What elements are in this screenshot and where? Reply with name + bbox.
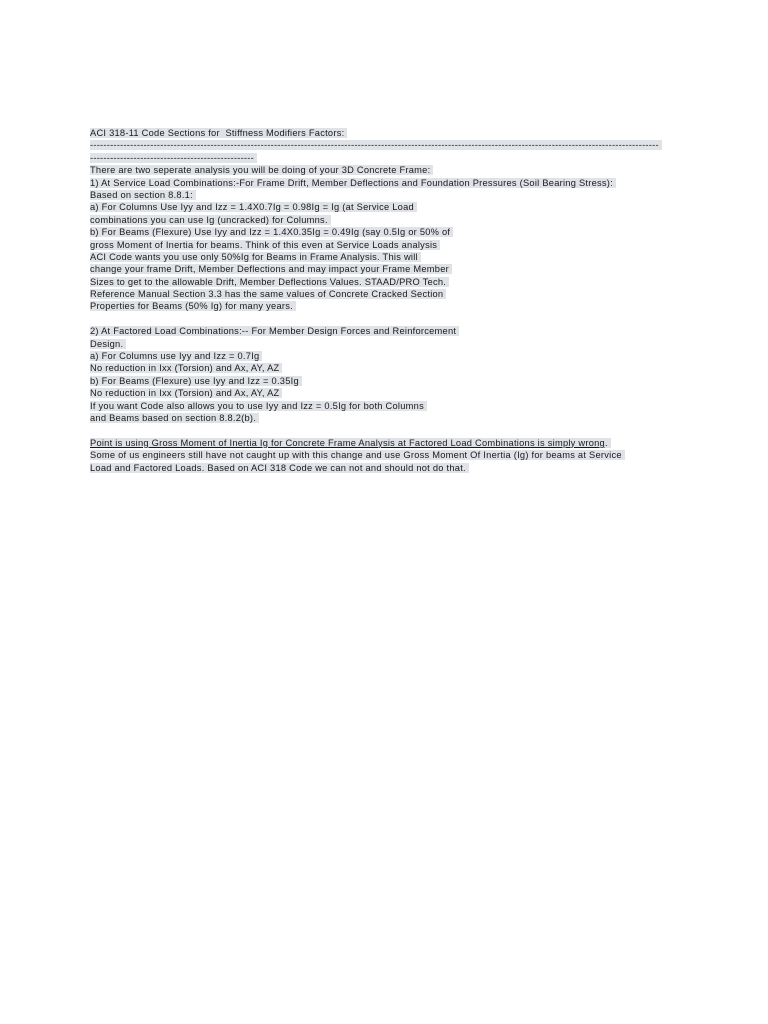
- text-line: [90, 338, 690, 350]
- text-run: No reduction in Ixx (Torsion) and Ax, AY, AZ: [90, 388, 282, 398]
- underlined-text: Point is using Gross Moment of Inertia Ig for Concrete Frame Analysis at Factored Load Combinations is simply wrong: [90, 437, 605, 448]
- text-run: Properties for Beams (50% Ig) for many years.: [90, 301, 296, 311]
- text-line: [90, 400, 690, 412]
- text-run: b) For Beams (Flexure) Use Iyy and Izz = 1.4X0.35Ig = 0.49Ig (say 0.5Ig or 50% of: [90, 227, 453, 237]
- period: .: [604, 437, 608, 448]
- text-line: [90, 226, 690, 238]
- document-title: ACI 318-11 Code Sections for Stiffness Modifiers Factors:: [90, 128, 347, 138]
- text-run: Sizes to get to the allowable Drift, Member Deflections Values. STAAD/PRO Tech.: [90, 277, 449, 287]
- conclusion-statement: [90, 438, 611, 448]
- text-run: 1) At Service Load Combinations:-For Frame Drift, Member Deflections and Foundation Pressures (Soil Bearing Stress):: [90, 178, 616, 188]
- text-line: [90, 164, 690, 176]
- separator-text-2: -------------------------------------------------: [90, 153, 257, 163]
- text-run: a) For Columns Use Iyy and Izz = 1.4X0.7Ig = 0.98Ig = Ig (at Service Load: [90, 202, 417, 212]
- document-title-line: [90, 127, 690, 139]
- text-line: [90, 387, 690, 399]
- text-run: No reduction in Ixx (Torsion) and Ax, AY, AZ: [90, 363, 282, 373]
- separator-line-1: [90, 139, 690, 151]
- text-run: Some of us engineers still have not caught up with this change and use Gross Moment Of Inertia (Ig) for beams at Service: [90, 450, 625, 460]
- text-line: [90, 362, 690, 374]
- text-line: [90, 214, 690, 226]
- text-line: [90, 300, 690, 312]
- text-line: [90, 263, 690, 275]
- text-line: [90, 276, 690, 288]
- text-line: [90, 437, 690, 449]
- separator-line-2: [90, 152, 690, 164]
- text-run: gross Moment of Inertia for beams. Think of this even at Service Loads analysis: [90, 240, 440, 250]
- text-run: combinations you can use Ig (uncracked) for Columns.: [90, 215, 331, 225]
- text-line: [90, 201, 690, 213]
- text-run: Based on section 8.8.1:: [90, 190, 196, 200]
- section-factored-load: [90, 325, 690, 424]
- text-line: [90, 449, 690, 461]
- section-service-load: [90, 164, 690, 313]
- section-conclusion: [90, 437, 690, 474]
- text-run: and Beams based on section 8.8.2(b).: [90, 413, 259, 423]
- separator-text-1: --------------------------------------------------------------------------------------------------------------------------------------------------------------------------: [90, 140, 662, 150]
- text-line: [90, 325, 690, 337]
- text-run: a) For Columns use Iyy and Izz = 0.7Ig: [90, 351, 262, 361]
- blank-line: [90, 313, 690, 325]
- text-run: Design.: [90, 339, 126, 349]
- text-line: [90, 375, 690, 387]
- text-run: b) For Beams (Flexure) use Iyy and Izz = 0.35Ig: [90, 376, 302, 386]
- document-body: [90, 127, 690, 474]
- text-line: [90, 288, 690, 300]
- text-run: Reference Manual Section 3.3 has the same values of Concrete Cracked Section: [90, 289, 446, 299]
- blank-line: [90, 424, 690, 436]
- text-line: [90, 177, 690, 189]
- text-line: [90, 189, 690, 201]
- text-line: [90, 350, 690, 362]
- text-run: change your frame Drift, Member Deflections and may impact your Frame Member: [90, 264, 452, 274]
- text-line: [90, 251, 690, 263]
- text-run: If you want Code also allows you to use Iyy and Izz = 0.5Ig for both Columns: [90, 401, 427, 411]
- text-run: 2) At Factored Load Combinations:-- For Member Design Forces and Reinforcement: [90, 326, 459, 336]
- text-run: There are two seperate analysis you will be doing of your 3D Concrete Frame:: [90, 165, 433, 175]
- text-line: [90, 462, 690, 474]
- text-run: ACI Code wants you use only 50%Ig for Beams in Frame Analysis. This will: [90, 252, 421, 262]
- text-line: [90, 239, 690, 251]
- text-line: [90, 412, 690, 424]
- text-run: Load and Factored Loads. Based on ACI 318 Code we can not and should not do that.: [90, 463, 469, 473]
